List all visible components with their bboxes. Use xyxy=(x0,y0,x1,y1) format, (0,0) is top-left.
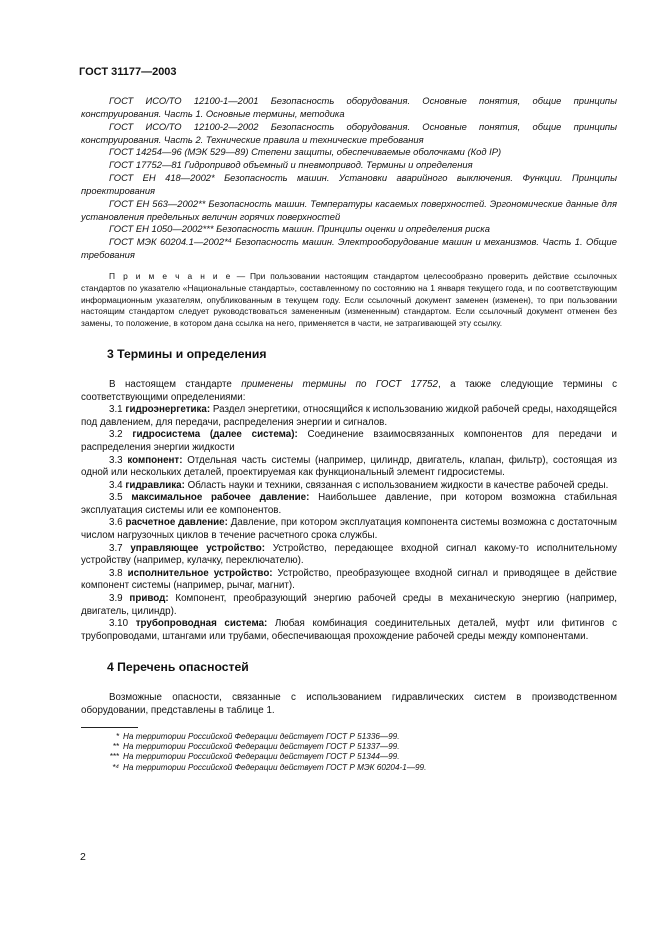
reference-item: ГОСТ 17752—81 Гидропривод объемный и пневмопривод. Термины и определения xyxy=(109,159,473,171)
note-text: — При пользовании настоящим стандартом целесообразно проверить действие ссылочных стандартов по указателю «Национальные стандарты», составленному по состоянию на 1 января текущего года, и по соответствующим информационным указателям, опубликованным в текущем году. Если ссылочный документ заменен (изменен), то при пользовании настоящим стандартом следует руководствоваться замененным (измененным) стандартом. Если ссылочный документ отменен без замены, то положение, в котором дана ссылка на него, применяется в части, не затрагивающей эту ссылку. xyxy=(81,270,617,329)
section-4-body xyxy=(81,692,617,717)
footnotes xyxy=(81,732,617,774)
reference-item: ГОСТ ЕН 563—2002** Безопасность машин. Температуры касаемых поверхностей. Эргономические данные для установления предельных величин горячих поверхностей xyxy=(81,197,617,222)
reference-item: ГОСТ ИСО/ТО 12100-2—2002 Безопасность оборудования. Основные понятия, общие принципы конструирования. Часть 2. Технические правила и технические требования xyxy=(81,120,617,145)
footnote: *** На территории Российской Федерации действует ГОСТ Р 51344—99. xyxy=(109,752,400,762)
term-definition: 3.6 расчетное давление: Давление, при котором эксплуатация компонента системы возможна с достаточным числом нагрузочных циклов в течение расчетного срока службы. xyxy=(81,517,617,542)
term-definition: 3.9 привод: Компонент, преобразующий энергию рабочей среды в механическую энергию (например, двигатель, цилиндр). xyxy=(81,593,618,617)
reference-item: ГОСТ ЕН 418—2002* Безопасность машин. Установки аварийного выключения. Функции. Принципы проектирования xyxy=(81,172,617,196)
reference-item: ГОСТ 14254—96 (МЭК 529—89) Степени защиты, обеспечиваемые оболочками (Код IP) xyxy=(109,146,502,158)
footnote: * На территории Российской Федерации действует ГОСТ Р 51336—99. xyxy=(115,731,400,741)
term-definition: 3.7 управляющее устройство: Устройство, передающее входной сигнал какому-то исполнительному устройству (например, кулачку, переключателю). xyxy=(81,542,618,567)
footnote: *⁴ На территории Российской Федерации действует ГОСТ Р МЭК 60204-1—99. xyxy=(112,762,427,772)
document-page xyxy=(81,66,617,773)
reference-item: ГОСТ МЭК 60204.1—2002*⁴ Безопасность машин. Электрооборудование машин и механизмов. Часть 1. Общие требования xyxy=(81,236,617,261)
term-definition: 3.10 трубопроводная система: Любая комбинация соединительных деталей, муфт или фитингов с трубопроводами, штангами или трубами, обеспечивающая прохождение рабочей среды между компонентами. xyxy=(81,618,617,642)
section-4-title: 4 Перечень опасностей xyxy=(107,660,249,675)
reference-item: ГОСТ ЕН 1050—2002*** Безопасность машин. Принципы оценки и определения риска xyxy=(109,223,490,235)
term-definition: 3.3 компонент: Отдельная часть системы (например, цилиндр, двигатель, клапан, фильтр), состоящая из одной или нескольких деталей, проектируемая как функциональный элемент гидросистемы. xyxy=(81,454,617,479)
term-definition: 3.2 гидросистема (далее система): Соединение взаимосвязанных компонентов для передачи и распределения энергии жидкости xyxy=(81,429,617,453)
footnote-separator xyxy=(81,727,138,728)
normative-references xyxy=(81,95,617,262)
term-definition: 3.1 гидроэнергетика: Раздел энергетики, относящийся к использованию жидкой рабочей среды, находящейся под давлением, для передачи, распределения энергии и сигналов. xyxy=(81,404,617,428)
term-definition: 3.4 гидравлика: Область науки и техники, связанная с использованием жидкости в качестве рабочей среды. xyxy=(109,479,609,491)
page-number: 2 xyxy=(80,851,86,863)
note-paragraph xyxy=(81,271,617,330)
term-definition: 3.5 максимальное рабочее давление: Наибольшее давление, при котором возможна стабильная эксплуатация системы или ее компонентов. xyxy=(81,492,618,516)
section-3-intro: В настоящем стандарте применены термины по ГОСТ 17752, а также следующие термины с соответствующими определениями: xyxy=(81,378,617,403)
reference-item: ГОСТ ИСО/ТО 12100-1—2001 Безопасность оборудования. Основные понятия, общие принципы конструирования. Часть 1. Основные термины, методика xyxy=(81,95,617,119)
section-3-body xyxy=(81,379,617,643)
section-4-text: Возможные опасности, связанные с использованием гидравлических систем в производственном оборудовании, представлены в таблице 1. xyxy=(81,692,617,717)
term-definition: 3.8 исполнительное устройство: Устройство, преобразующее входной сигнал и приводящее в действие компонент системы (например, рычаг, магнит). xyxy=(81,567,617,592)
footnote: ** На территории Российской Федерации действует ГОСТ Р 51337—99. xyxy=(112,742,400,752)
document-header: ГОСТ 31177—2003 xyxy=(79,66,177,78)
note-label: П р и м е ч а н и е xyxy=(109,270,232,281)
section-3-title: 3 Термины и определения xyxy=(107,346,267,361)
